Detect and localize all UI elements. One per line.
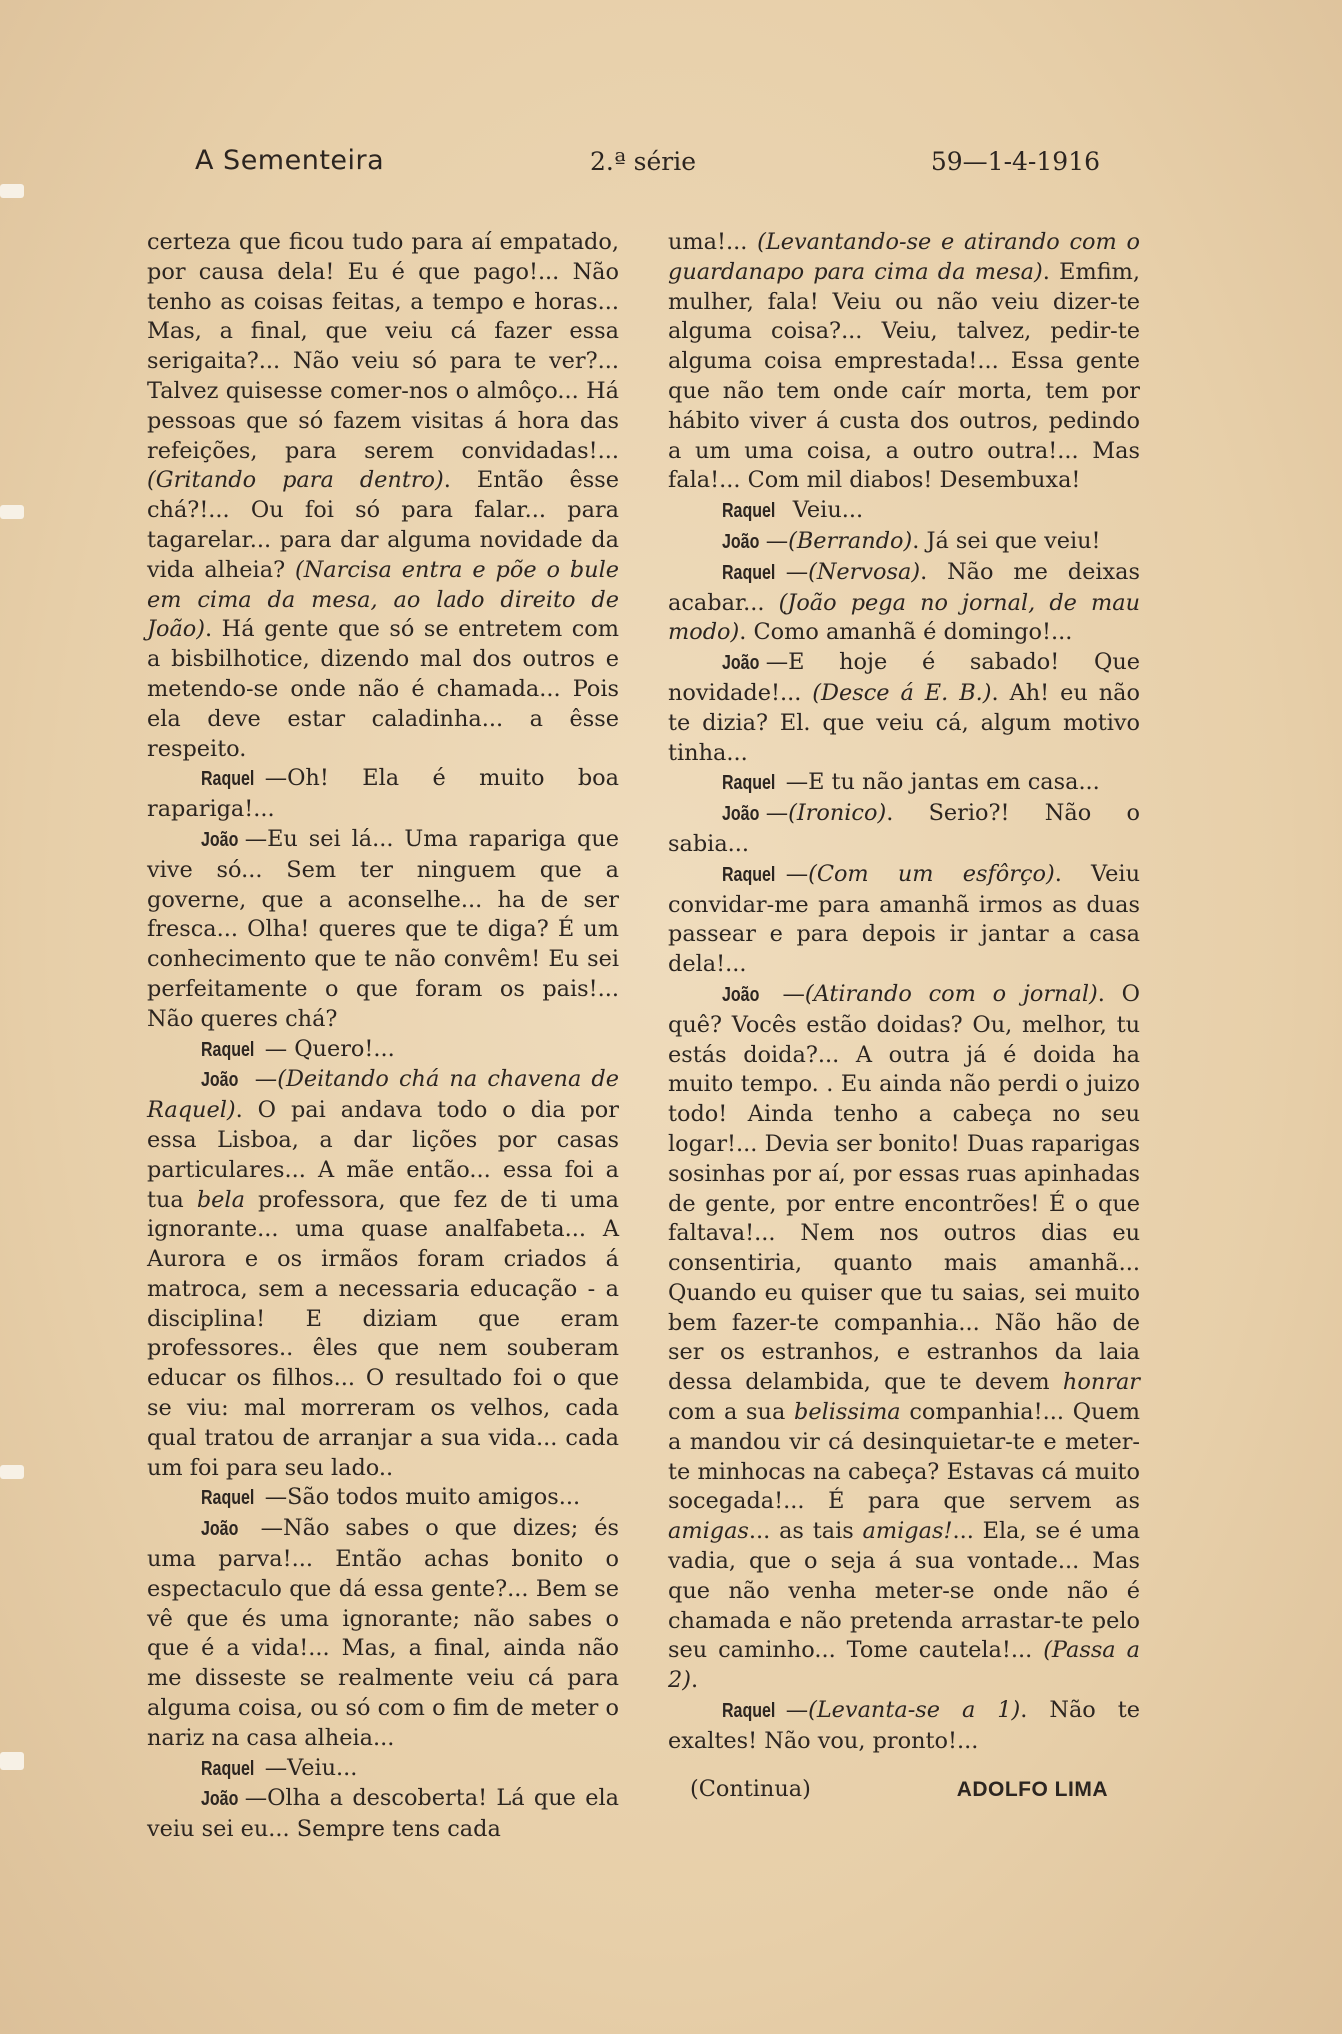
speaker-name: João xyxy=(722,652,760,675)
speaker-name: João xyxy=(722,530,760,553)
stage-direction: bela xyxy=(196,1186,245,1213)
paragraph xyxy=(147,228,619,764)
speaker-name: João xyxy=(201,1518,239,1541)
right-column-text xyxy=(668,228,1140,1757)
dialogue-text: — xyxy=(765,980,805,1007)
paragraph xyxy=(668,558,1140,648)
series-label: 2.ª série xyxy=(590,147,697,176)
paragraph xyxy=(147,825,619,1035)
issue-date: 59—1-4-1916 xyxy=(930,147,1100,176)
speaker-name: Raquel xyxy=(201,1038,255,1061)
dialogue-text: —Olha a descoberta! Lá que ela veiu sei eu... Sempre tens cada xyxy=(147,1785,619,1843)
dialogue-text: —Veiu... xyxy=(264,1754,358,1781)
dialogue-text: . xyxy=(690,1667,699,1694)
speaker-name: João xyxy=(201,1788,239,1811)
paragraph xyxy=(147,1514,619,1753)
speaker-name: Raquel xyxy=(201,768,255,791)
dialogue-text: — xyxy=(785,860,809,887)
stage-direction: (Gritando para dentro) xyxy=(147,467,444,494)
dialogue-text: — xyxy=(785,558,809,585)
speaker-name: Raquel xyxy=(722,772,776,795)
dialogue-text: . O pai andava todo o dia por essa Lisboa, a dar lições por casas particulares... A mãe então... essa foi a tua xyxy=(147,1097,619,1213)
speaker-name: Raquel xyxy=(722,500,776,523)
paragraph xyxy=(668,527,1140,558)
speaker-name: João xyxy=(201,828,239,851)
speaker-name: João xyxy=(722,983,760,1006)
dialogue-text: professora, que fez de ti uma ignorante... uma quase analfabeta... A Aurora e os irmãos foram criados á matroca, sem a necessaria educação - a disciplina! E diziam que eram professores.. êles que nem souberam educar os filhos... O resultado foi o que se viu: mal morreram os velhos, cada qual tratou de arranjar a sua vida... cada um foi para seu lado.. xyxy=(147,1186,619,1481)
continua-note: (Continua) xyxy=(690,1775,811,1802)
stage-direction: (Passa a 2) xyxy=(668,1637,1140,1694)
dialogue-text: . Emfim, mulher, fala! Veiu ou não veiu dizer-te alguma coisa?... Veiu, talvez, pedir-te alguma coisa emprestada!... Essa gente que não tem onde caír morta, tem por hábito viver á custa dos outros, pedindo a um uma coisa, a outro outra!... Mas fala!... Com mil diabos! Desembuxa! xyxy=(668,258,1140,494)
dialogue-text: companhia!... Quem a mandou vir cá desinquietar-te e meter-te minhocas na cabeça? Estavas cá muito socegada!... É para que servem as xyxy=(668,1399,1140,1515)
article-footer xyxy=(668,1775,1140,1809)
speaker-name: Raquel xyxy=(722,863,776,886)
dialogue-text: — Quero!... xyxy=(264,1035,395,1062)
paragraph xyxy=(668,648,1140,768)
dialogue-text: com a sua xyxy=(668,1399,795,1426)
stage-direction: (Desce á E. B.) xyxy=(812,679,992,706)
margin-tear xyxy=(0,1752,24,1770)
dialogue-text: certeza que ficou tudo para aí empatado, por causa dela! Eu é que pago!... Não tenho as coisas feitas, a tempo e horas... Mas, a final, que veiu cá fazer essa serigaita?... Não veiu só para te ver?... Talvez quisesse comer-nos o almôço... Há pessoas que só fazem visitas á hora das refeições, para serem convidadas!... xyxy=(147,229,619,464)
left-column xyxy=(147,228,619,1845)
paragraph xyxy=(668,228,1140,496)
page-header xyxy=(195,145,1100,185)
dialogue-text: . Ah! eu não te dizia? El. que veiu cá, algum motivo tinha... xyxy=(668,679,1140,766)
dialogue-text: —São todos muito amigos... xyxy=(264,1484,581,1511)
dialogue-text: — xyxy=(785,1697,809,1724)
margin-tear xyxy=(0,505,24,519)
paragraph xyxy=(147,1065,619,1483)
publication-title: A Sementeira xyxy=(195,145,385,176)
dialogue-text: —Oh! Ela é muito boa rapariga!... xyxy=(147,765,619,823)
paragraph xyxy=(147,764,619,825)
dialogue-text: uma!... xyxy=(668,229,758,255)
paragraph xyxy=(668,768,1140,799)
paragraph xyxy=(668,860,1140,980)
margin-tear xyxy=(0,184,24,198)
stage-direction: amigas xyxy=(668,1518,749,1545)
speaker-name: João xyxy=(201,1069,239,1092)
dialogue-text: —E hoje é sabado! Que novidade!... xyxy=(668,649,1140,706)
author-name: ADOLFO LIMA xyxy=(956,1777,1108,1801)
right-column xyxy=(668,228,1140,1809)
stage-direction: (Atirando com o jornal) xyxy=(804,980,1098,1007)
dialogue-text: Veiu... xyxy=(785,497,864,524)
dialogue-text: —Eu sei lá... Uma rapariga que vive só... Sem ter ninguem que a governe, que a aconselhe... ha de ser fresca... Olha! queres que te diga? É um conhecimento que te não convêm! Eu sei perfeitamente o que foram os pais!... Não queres chá? xyxy=(147,825,619,1032)
speaker-name: Raquel xyxy=(722,561,776,584)
speaker-name: João xyxy=(722,803,760,826)
stage-direction: amigas! xyxy=(862,1518,953,1545)
dialogue-text: —Não sabes o que dizes; és uma parva!... Então achas bonito o espectaculo que dá essa gente?... Bem se vê que és uma ignorante; não sabes o que é a vida!... Mas, a final, ainda não me disseste se realmente veiu cá para alguma coisa, ou só com o fim de meter o nariz na casa alheia... xyxy=(147,1515,619,1751)
paragraph xyxy=(668,1696,1140,1757)
stage-direction: (Levanta-se a 1) xyxy=(808,1697,1021,1724)
paragraph xyxy=(147,1784,619,1845)
stage-direction: (Nervosa) xyxy=(808,558,921,585)
stage-direction: (Berrando) xyxy=(788,527,913,554)
stage-direction: (Ironico) xyxy=(788,800,887,827)
speaker-name: Raquel xyxy=(201,1757,255,1780)
margin-tear xyxy=(0,1465,24,1479)
stage-direction: honrar xyxy=(1062,1369,1140,1396)
stage-direction: belissima xyxy=(794,1399,901,1426)
dialogue-text: . Não me deixas acabar... xyxy=(668,558,1140,616)
stage-direction: (Deitando chá na chavena de Raquel) xyxy=(147,1066,619,1124)
stage-direction: (Levantando-se e atirando com o guardanapo para cima da mesa) xyxy=(668,229,1140,285)
paragraph xyxy=(668,980,1140,1696)
dialogue-text: —E tu não jantas em casa... xyxy=(785,769,1100,796)
speaker-name: Raquel xyxy=(722,1700,776,1723)
dialogue-text: ... Ela, se é uma vadia, que o seja á sua vontade... Mas que não venha meter-se onde não é chamada e não pretenda arrastar-te pelo seu caminho... Tome cautela!... xyxy=(668,1518,1140,1664)
dialogue-text: . Veiu convidar-me para amanhã irmos as duas passear e para depois ir jantar a casa dela!... xyxy=(668,860,1140,978)
dialogue-text: . Já sei que veiu! xyxy=(912,527,1101,554)
dialogue-text: — xyxy=(244,1066,278,1093)
dialogue-text: . Não te exaltes! Não vou, pronto!... xyxy=(668,1697,1140,1754)
dialogue-text: . Como amanhã é domingo!... xyxy=(739,619,1073,646)
stage-direction: (Narcisa entra e põe o bule em cima da mesa, ao lado direito de João) xyxy=(147,556,619,643)
paragraph xyxy=(668,799,1140,860)
dialogue-text: . Há gente que só se entretem com a bisbilhotice, dizendo mal dos outros e metendo-se onde não é chamada... Pois ela deve estar caladinha... a êsse respeito. xyxy=(147,616,619,762)
stage-direction: (Com um esfôrço) xyxy=(808,860,1055,887)
dialogue-text: . O quê? Vocês estão doidas? Ou, melhor, tu estás doida?... A outra já é doida ha muito tempo. . Eu ainda não perdi o juizo todo! Ainda tenho a cabeça no seu logar!... Devia ser bonito! Duas raparigas sosinhas por aí, por essas ruas apinhadas de gente, por entre encontrões! É o que faltava!... Nem nos outros dias eu consentiria, quanto mais amanhã... Quando eu quiser que tu saias, sei muito bem fazer-te companhia... Não hão de ser os estranhos, e estranhos da laia dessa delambida, que te devem xyxy=(668,980,1140,1396)
speaker-name: Raquel xyxy=(201,1487,255,1510)
paragraph xyxy=(147,1483,619,1514)
dialogue-text: — xyxy=(765,527,789,554)
dialogue-text: . Serio?! Não o sabia... xyxy=(668,800,1140,857)
paragraph xyxy=(668,496,1140,527)
stage-direction: (João pega no jornal, de mau modo) xyxy=(668,589,1140,646)
dialogue-text: ... as tais xyxy=(748,1518,863,1545)
paragraph xyxy=(147,1035,619,1066)
dialogue-text: . Então êsse chá?!... Ou foi só para falar... para tagarelar... para dar alguma novidade da vida alheia? xyxy=(147,467,619,583)
dialogue-text: — xyxy=(765,800,789,827)
paragraph xyxy=(147,1754,619,1785)
